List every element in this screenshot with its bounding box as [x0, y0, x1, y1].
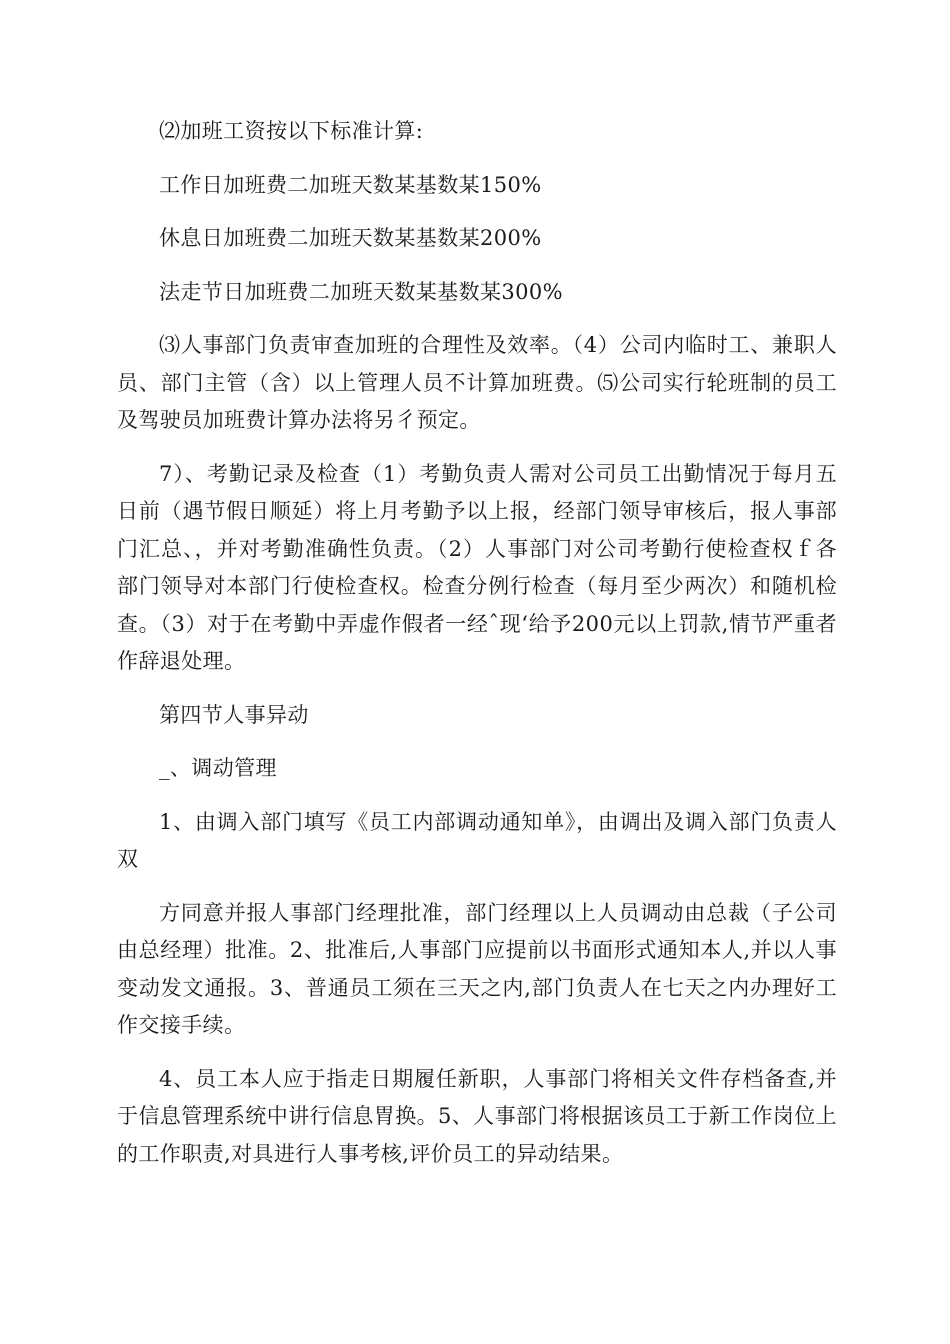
attendance-records-paragraph: 7）、考勤记录及检查（1）考勤负责人需对公司员工出勤情况于每月五日前（遇节假日顺延）将上月考勤予以上报，经部门领导审核后，报人事部门汇总、，并对考勤准确性负责。（2）人事部门对公司考勤行使检查权ｆ各部门领导对本部门行使检查权。检查分例行检查（每月至少两次）和随机检查。（3）对于在考勤中弄虚作假者一经ˆ现‘给予200元以上罚款,情节严重者作辞退处理。 [117, 461, 837, 673]
restday-overtime-formula: 休息日加班费二加班天数某基数某200% [159, 226, 542, 250]
transfer-step-1-paragraph: 1、由调入部门填写《员工内部调动通知单》，由调出及调入部门负责人双 [117, 809, 837, 871]
transfer-followup-paragraph: 4、员工本人应于指走日期履任新职，人事部门将相关文件存档备查,并于信息管理系统中讲行信息胃换。5、人事部门将根据该员工于新工作岗位上的工作职责,对具进行人事考核,评价员工的异动结果。 [117, 1066, 837, 1166]
subsection-heading-transfer-management: _、调动管理 [159, 756, 277, 780]
section-heading-personnel-changes: 第四节人事异动 [159, 702, 309, 727]
overtime-pay-standard-heading: ⑵加班工资按以下标准计算: [159, 119, 424, 143]
holiday-overtime-formula: 法走节日加班费二加班天数某基数某300% [159, 279, 564, 304]
overtime-review-paragraph: ⑶人事部门负责审查加班的合理性及效率。（4）公司内临时工、兼职人员、部门主管（含）以上管理人员不计算加班费。⑸公司实行轮班制的员工及驾驶员加班费计算办法将另彳预定。 [117, 333, 837, 432]
workday-overtime-formula: 工作日加班费二加班天数某基数某150% [159, 172, 542, 197]
transfer-approval-paragraph: 方同意并报人事部门经理批准，部门经理以上人员调动由总裁（子公司由总经理）批准。2、批准后,人事部门应提前以书面形式通知本人,并以人事变动发文通报。3、普通员工须在三天之内,部门负责人在七天之内办理好工作交接手续。 [117, 900, 837, 1037]
document-body [117, 113, 837, 1173]
